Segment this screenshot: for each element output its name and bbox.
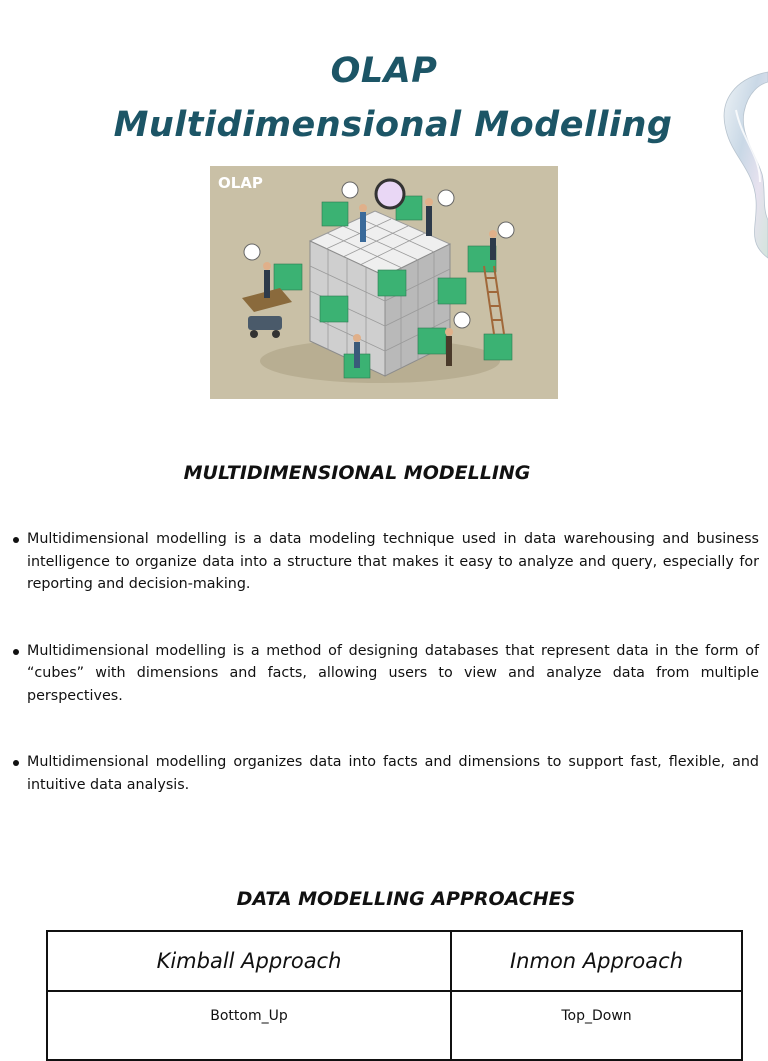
table-cell: Bottom_Up xyxy=(47,991,451,1060)
hero-image-label: OLAP xyxy=(218,174,263,192)
approaches-table xyxy=(46,930,743,1061)
table-row xyxy=(47,991,742,1060)
bullet-item: Multidimensional modelling is a method of designing databases that represent data in the form of “cubes” with dimensions and facts, allowing users to view and analyze data from multiple perspectives. xyxy=(12,640,759,708)
olap-hero-image xyxy=(210,166,558,399)
definition-bullet-list xyxy=(12,528,759,796)
bullet-item: Multidimensional modelling is a data modeling technique used in data warehousing and business intelligence to organize data into a structure that makes it easy to analyze and query, especially for reporting and decision-making. xyxy=(12,528,759,596)
bullet-item: Multidimensional modelling organizes data into facts and dimensions to support fast, flexible, and intuitive data analysis. xyxy=(12,751,759,796)
olap-cube-illustration xyxy=(210,166,558,399)
table-cell: Top_Down xyxy=(451,991,742,1060)
page-title-line1: OLAP xyxy=(330,51,438,91)
section-heading-multidimensional: MULTIDIMENSIONAL MODELLING xyxy=(183,462,531,484)
page-title-line2: Multidimensional Modelling xyxy=(113,105,673,145)
table-header-row xyxy=(47,931,742,991)
title-block xyxy=(0,44,768,152)
column-header-kimball: Kimball Approach xyxy=(47,931,451,991)
column-header-inmon: Inmon Approach xyxy=(451,931,742,991)
decorative-ribbon xyxy=(696,70,768,260)
section-heading-approaches: DATA MODELLING APPROACHES xyxy=(236,888,576,910)
